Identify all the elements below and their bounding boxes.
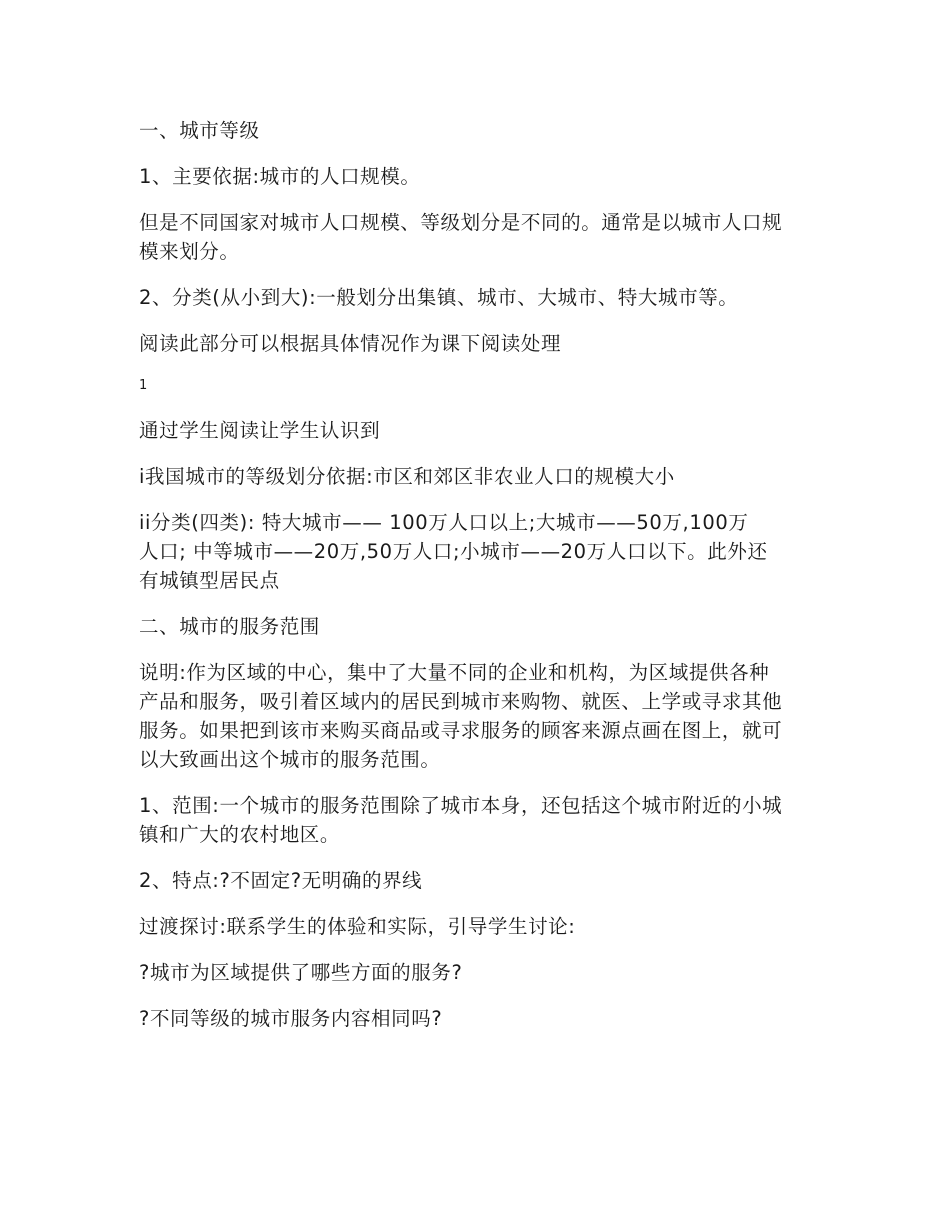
text-line: ?不同等级的城市服务内容相同吗? <box>139 1007 443 1030</box>
paragraph-student-reading <box>139 416 819 445</box>
text-line: 通过学生阅读让学生认识到 <box>139 419 381 442</box>
question-same-content <box>139 1004 819 1033</box>
text-line: 1、范围:一个城市的服务范围除了城市本身，还包括这个城市附近的小城 <box>139 794 783 817</box>
section-heading-city-grade <box>139 116 819 145</box>
paragraph-main-basis <box>139 162 819 191</box>
paragraph-transition-discussion <box>139 912 819 941</box>
text-line: 阅读此部分可以根据具体情况作为课下阅读处理 <box>139 332 562 355</box>
section-heading-service-range <box>139 612 819 641</box>
text-line: 一、城市等级 <box>139 119 260 142</box>
text-line: 以大致画出这个城市的服务范围。 <box>139 748 441 771</box>
document-page <box>139 116 819 1050</box>
paragraph-classification <box>139 283 819 312</box>
text-line: 说明:作为区域的中心，集中了大量不同的企业和机构，为区域提供各种 <box>139 661 770 684</box>
paragraph-explanation <box>139 658 819 774</box>
paragraph-country-difference <box>139 208 819 266</box>
text-line: 有城镇型居民点 <box>139 569 280 592</box>
text-line: 产品和服务，吸引着区域内的居民到城市来购物、就医、上学或寻求其他 <box>139 690 783 713</box>
text-line: 二、城市的服务范围 <box>139 615 320 638</box>
page-number <box>139 375 819 397</box>
paragraph-range <box>139 791 819 849</box>
text-line: 服务。如果把到该市来购买商品或寻求服务的顾客来源点画在图上，就可 <box>139 719 783 742</box>
text-line: 1、主要依据:城市的人口规模。 <box>139 165 421 188</box>
text-line: 2、特点:?不固定?无明确的界线 <box>139 869 423 892</box>
paragraph-features <box>139 866 819 895</box>
text-line: 模来划分。 <box>139 240 240 263</box>
text-line: ii分类(四类): 特大城市—— 100万人口以上;大城市——50万,100万 <box>139 511 749 534</box>
paragraph-china-basis <box>139 462 819 491</box>
question-services <box>139 958 819 987</box>
text-line: 但是不同国家对城市人口规模、等级划分是不同的。通常是以城市人口规 <box>139 211 783 234</box>
text-line: 1 <box>139 378 148 393</box>
text-line: ?城市为区域提供了哪些方面的服务? <box>139 961 463 984</box>
text-line: 过渡探讨:联系学生的体验和实际，引导学生讨论: <box>139 915 576 938</box>
paragraph-four-classes <box>139 508 819 595</box>
text-line: 人口; 中等城市——20万,50万人口;小城市——20万人口以下。此外还 <box>139 540 768 563</box>
text-line: 2、分类(从小到大):一般划分出集镇、城市、大城市、特大城市等。 <box>139 286 739 309</box>
paragraph-reading-note <box>139 329 819 358</box>
text-line: 镇和广大的农村地区。 <box>139 823 341 846</box>
text-line: i我国城市的等级划分依据:市区和郊区非农业人口的规模大小 <box>139 465 675 488</box>
